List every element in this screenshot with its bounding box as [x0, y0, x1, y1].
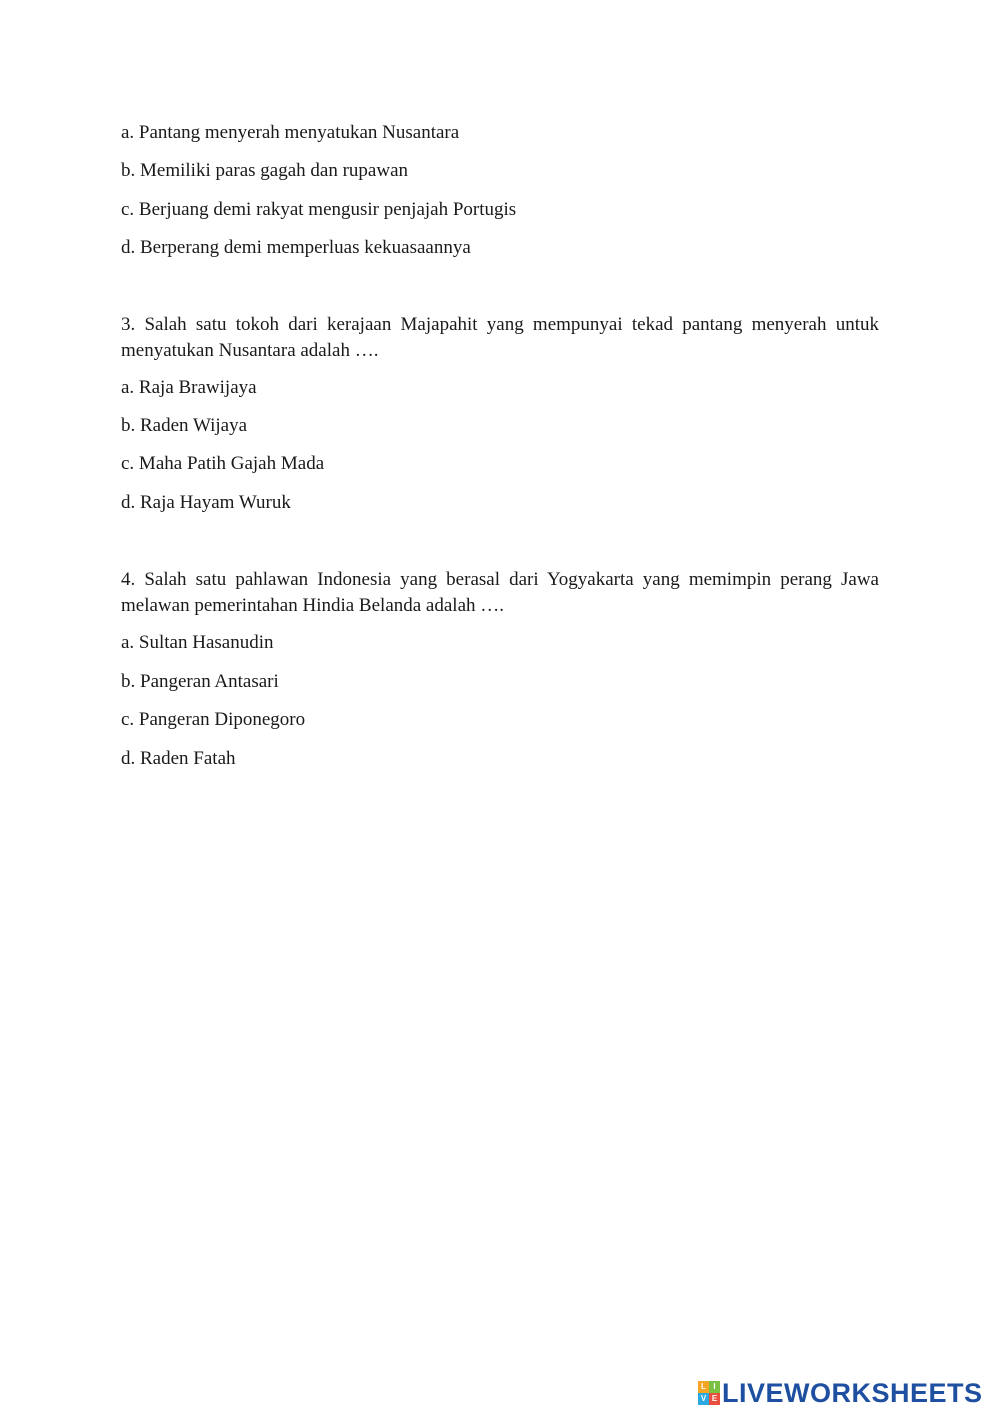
q4-text: 4. Salah satu pahlawan Indonesia yang berasal dari Yogyakarta yang memimpin perang Jawa melawan pemerintahan Hindia Belanda adalah …. [121, 569, 879, 616]
live-tiles-icon [698, 1381, 720, 1405]
q3-option-c: c. Maha Patih Gajah Mada [121, 453, 325, 474]
q2-option-d: d. Berperang demi memperluas kekuasaannya [121, 237, 471, 258]
logo-tile-e: E [709, 1393, 720, 1405]
q4-option-c: c. Pangeran Diponegoro [121, 709, 306, 730]
liveworksheets-logo [698, 1378, 983, 1408]
logo-wordmark: LIVEWORKSHEETS [722, 1378, 983, 1408]
q4-option-b: b. Pangeran Antasari [121, 671, 279, 692]
q4-option-a: a. Sultan Hasanudin [121, 632, 274, 653]
logo-tile-l: L [698, 1381, 709, 1393]
q2-option-a: a. Pantang menyerah menyatukan Nusantara [121, 122, 460, 143]
q2-option-c: c. Berjuang demi rakyat mengusir penjajah Portugis [121, 199, 517, 220]
logo-tile-i: I [709, 1381, 720, 1393]
q3-option-b: b. Raden Wijaya [121, 415, 248, 436]
q2-option-b: b. Memiliki paras gagah dan rupawan [121, 160, 409, 181]
logo-tile-v: V [698, 1393, 709, 1405]
q3-option-d: d. Raja Hayam Wuruk [121, 492, 291, 513]
q4-option-d: d. Raden Fatah [121, 748, 236, 769]
q3-text: 3. Salah satu tokoh dari kerajaan Majapahit yang mempunyai tekad pantang menyerah untuk menyatukan Nusantara adalah …. [121, 314, 879, 361]
q3-option-a: a. Raja Brawijaya [121, 377, 257, 398]
